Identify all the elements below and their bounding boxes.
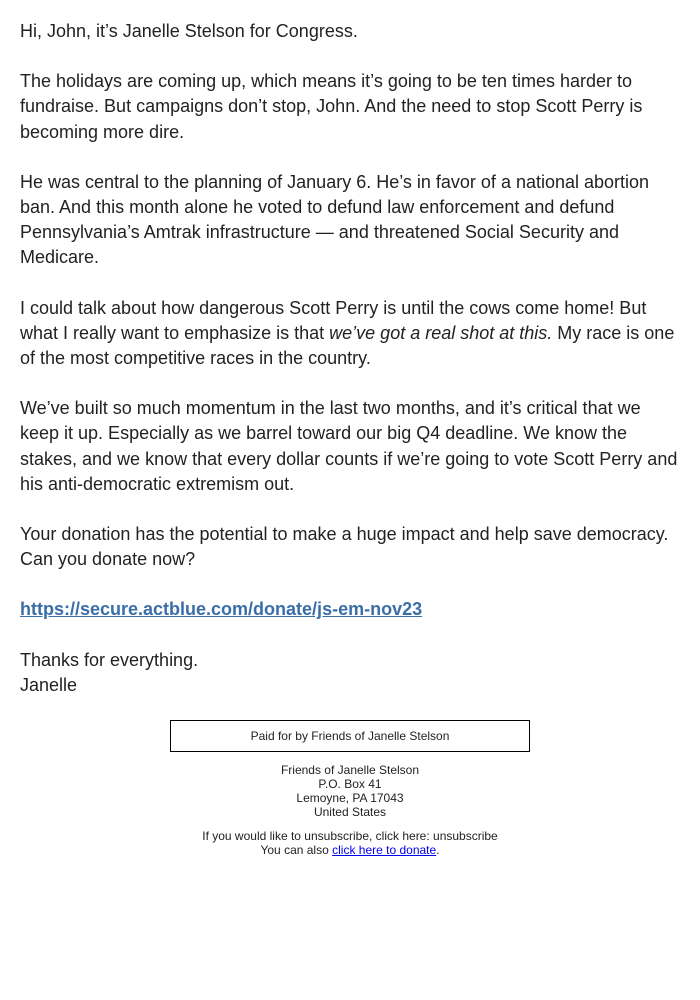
paragraph [20, 296, 682, 372]
signoff: Thanks for everything. [20, 649, 199, 670]
paragraph: He was central to the planning of January 6. He’s in favor of a national abortion ban. And this month alone he voted to defund law enforcement and defund Pennsylvania’s Amtrak infrastructure — and threatened Social Security and Medicare. [20, 171, 650, 268]
text: You can also [260, 843, 333, 857]
paragraph: We’ve built so much momentum in the last two months, and it’s critical that we keep it up. Especially as we barrel toward our big Q4 deadline. We know the stakes, and we know that every dollar counts if we’re going to vote Scott Perry and his anti-democratic extremism out. [20, 398, 678, 494]
text: . [436, 843, 440, 857]
address-line: P.O. Box 41 [318, 777, 382, 791]
mailing-address [0, 763, 700, 819]
greeting: Hi, John, it’s Janelle Stelson for Congress. [20, 21, 358, 41]
address-line: United States [313, 805, 387, 819]
signature: Janelle [20, 674, 78, 695]
donate-link[interactable]: click here to donate [332, 843, 437, 857]
donate-url-link[interactable]: https://secure.actblue.com/donate/js-em-nov23 [20, 599, 423, 620]
footer [0, 720, 700, 857]
address-line: Lemoyne, PA 17043 [296, 791, 404, 805]
paid-for-disclaimer: Paid for by Friends of Janelle Stelson [170, 720, 530, 752]
donate-line [0, 843, 700, 857]
paragraph: Your donation has the potential to make a huge impact and help save democracy. Can you donate now? [20, 524, 669, 570]
address-line: Friends of Janelle Stelson [280, 763, 420, 777]
text: My race is one of the most competitive races in the country. [20, 322, 675, 369]
unsubscribe-text[interactable]: If you would like to unsubscribe, click here: unsubscribe [202, 829, 498, 843]
emphasis: we’ve got a real shot at this. [329, 322, 553, 343]
paragraph: The holidays are coming up, which means it’s going to be ten times harder to fundraise. But campaigns don’t stop, John. And the need to stop Scott Perry is becoming more dire. [20, 71, 643, 142]
email-body [20, 19, 682, 698]
text: I could talk about how dangerous Scott Perry is until the cows come home! But what I really want to emphasize is that [20, 297, 647, 343]
